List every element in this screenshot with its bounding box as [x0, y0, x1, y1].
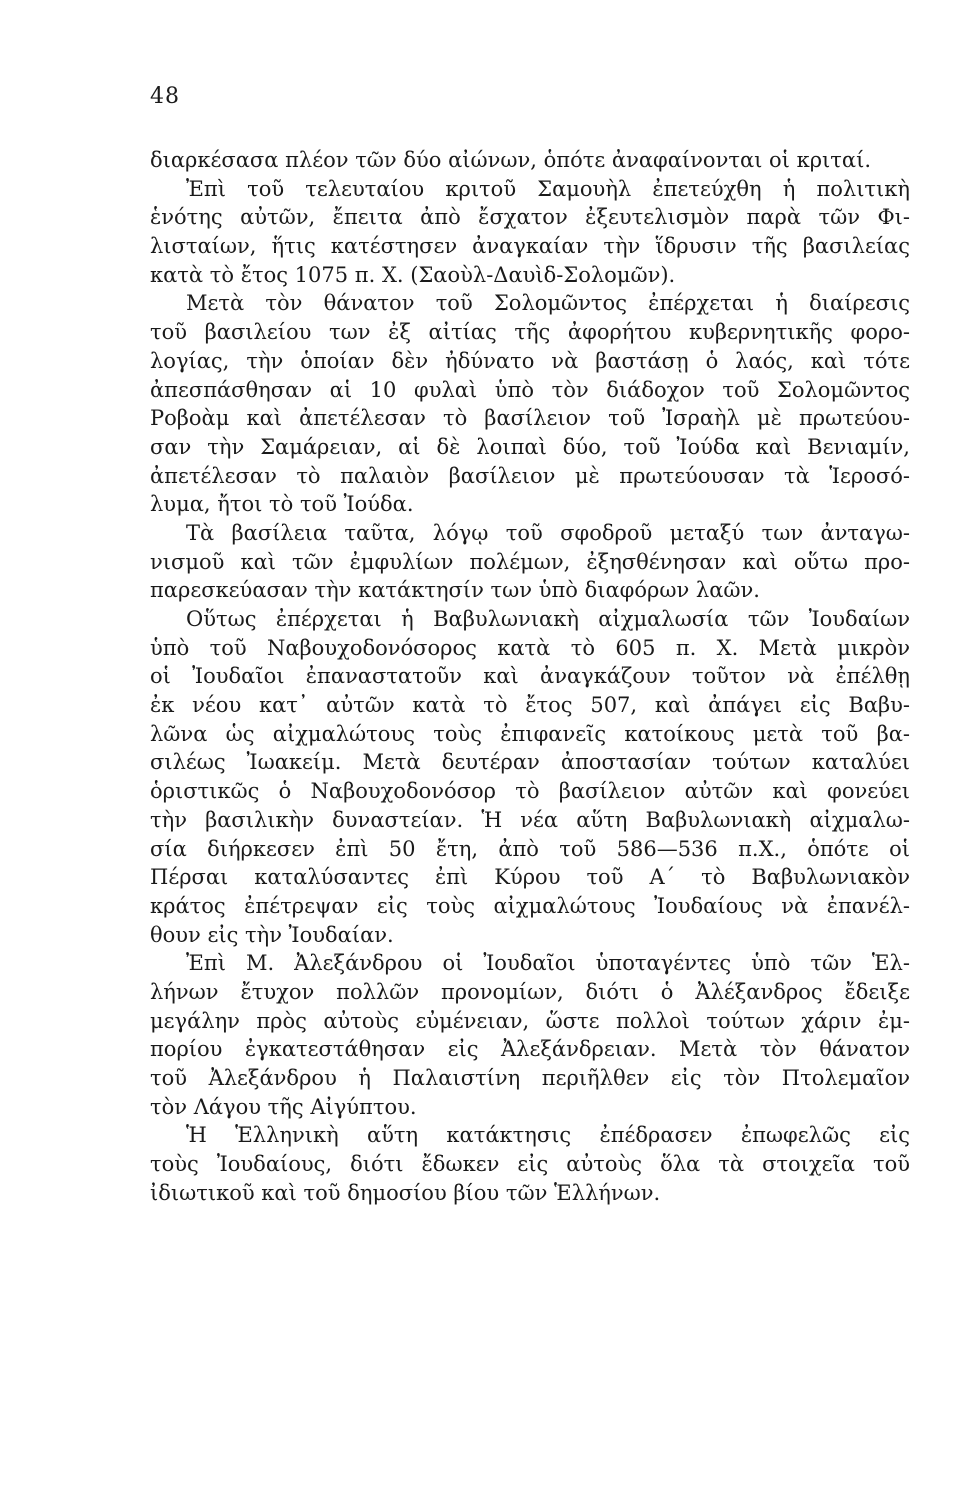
- text-line: Ἐπὶ τοῦ τελευταίου κριτοῦ Σαμουὴλ ἐπετεύχθη ἡ πολιτικὴ: [186, 176, 910, 201]
- text-line: λήνων ἔτυχον πολλῶν προνομίων, διότι ὁ Ἀλέξανδρος ἔδειξε: [150, 979, 910, 1004]
- text-line: σία διήρκεσεν ἐπὶ 50 ἔτη, ἀπὸ τοῦ 586—536 π.Χ., ὁπότε οἱ: [150, 836, 910, 861]
- page-number: 48: [150, 84, 180, 109]
- text-line: διαρκέσασα πλέον τῶν δύο αἰώνων, ὁπότε ἀναφαίνονται οἱ κριταί.: [150, 148, 872, 172]
- text-line: τὸν Λάγου τῆς Αἰγύπτου.: [150, 1094, 417, 1119]
- text-line: Οὕτως ἐπέρχεται ἡ Βαβυλωνιακὴ αἰχμαλωσία τῶν Ἰουδαίων: [186, 607, 910, 631]
- text-line: παρεσκεύασαν τὴν κατάκτησίν των ὑπὸ διαφόρων λαῶν.: [150, 578, 760, 603]
- text-line: λισταίων, ἥτις κατέστησεν ἀναγκαίαν τὴν ἵδρυσιν τῆς βασιλείας: [150, 234, 910, 259]
- text-line: κατὰ τὸ ἔτος 1075 π. Χ. (Σαοὺλ-Δαυὶδ-Σολομῶν).: [150, 262, 676, 287]
- text-line: ὑπὸ τοῦ Ναβουχοδονόσορος κατὰ τὸ 605 π. Χ. Μετὰ μικρὸν: [150, 635, 910, 660]
- text-line: ἐκ νέου κατ᾽ αὐτῶν κατὰ τὸ ἔτος 507, καὶ ἀπάγει εἰς Βαβυ-: [150, 693, 910, 718]
- text-line: Πέρσαι καταλύσαντες ἐπὶ Κύρου τοῦ Α΄ τὸ Βαβυλωνιακὸν: [150, 865, 910, 890]
- text-line: κράτος ἐπέτρεψαν εἰς τοὺς αἰχμαλώτους Ἰουδαίους νὰ ἐπανέλ-: [150, 893, 910, 918]
- text-line: Μετὰ τὸν θάνατον τοῦ Σολομῶντος ἐπέρχεται ἡ διαίρεσις: [186, 291, 910, 316]
- text-line: λυμα, ἤτοι τὸ τοῦ Ἰούδα.: [150, 492, 414, 517]
- text-line: Ἐπὶ Μ. Ἀλεξάνδρου οἱ Ἰουδαῖοι ὑποταγέντες ὑπὸ τῶν Ἑλ-: [186, 951, 910, 976]
- text-line: λῶνα ὡς αἰχμαλώτους τοὺς ἐπιφανεῖς κατοίκους μετὰ τοῦ βα-: [150, 721, 910, 746]
- text-line: μεγάλην πρὸς αὐτοὺς εὐμένειαν, ὥστε πολλοὶ τούτων χάριν ἐμ-: [150, 1008, 910, 1033]
- text-line: πορίου ἐγκατεστάθησαν εἰς Ἀλεξάνδρειαν. Μετὰ τὸν θάνατον: [150, 1037, 910, 1062]
- text-line: ἀπετέλεσαν τὸ παλαιὸν βασίλειον μὲ πρωτεύουσαν τὰ Ἱεροσό-: [150, 463, 910, 488]
- text-line: οἱ Ἰουδαῖοι ἐπαναστατοῦν καὶ ἀναγκάζουν τοῦτον νὰ ἐπέλθῃ: [150, 664, 910, 689]
- text-line: νισμοῦ καὶ τῶν ἐμφυλίων πολέμων, ἐξησθένησαν καὶ οὕτω προ-: [150, 549, 910, 574]
- text-line: θουν εἰς τὴν Ἰουδαίαν.: [150, 922, 394, 947]
- text-line: τὴν βασιλικὴν δυναστείαν. Ἡ νέα αὕτη Βαβυλωνιακὴ αἰχμαλω-: [150, 807, 910, 832]
- text-line: τοῦ βασιλείου των ἐξ αἰτίας τῆς ἀφορήτου κυβερνητικῆς φορο-: [150, 320, 910, 345]
- text-line: Τὰ βασίλεια ταῦτα, λόγῳ τοῦ σφοδροῦ μεταξύ των ἀνταγω-: [186, 520, 910, 545]
- text-line: σιλέως Ἰωακείμ. Μετὰ δευτέραν ἀποστασίαν τούτων καταλύει: [150, 750, 910, 775]
- text-line: ὁριστικῶς ὁ Ναβουχοδονόσορ τὸ βασίλειον αὐτῶν καὶ φονεύει: [150, 779, 910, 804]
- text-line: τοῦ Ἀλεξάνδρου ἡ Παλαιστίνη περιῆλθεν εἰς τὸν Πτολεμαῖον: [150, 1066, 910, 1090]
- text-line: Ροβοὰμ καὶ ἀπετέλεσαν τὸ βασίλειον τοῦ Ἰσραὴλ μὲ πρωτεύου-: [150, 406, 910, 431]
- text-line: ἀπεσπάσθησαν αἱ 10 φυλαὶ ὑπὸ τὸν διάδοχον τοῦ Σολομῶντος: [150, 377, 910, 402]
- text-line: ἰδιωτικοῦ καὶ τοῦ δημοσίου βίου τῶν Ἑλλήνων.: [150, 1180, 661, 1205]
- text-line: Ἡ Ἑλληνικὴ αὕτη κατάκτησις ἐπέδρασεν ἐπωφελῶς εἰς: [186, 1123, 910, 1148]
- text-line: λογίας, τὴν ὁποίαν δὲν ἠδύνατο νὰ βαστάσῃ ὁ λαός, καὶ τότε: [150, 348, 910, 373]
- text-line: τοὺς Ἰουδαίους, διότι ἔδωκεν εἰς αὐτοὺς ὅλα τὰ στοιχεῖα τοῦ: [150, 1152, 910, 1177]
- text-line: σαν τὴν Σαμάρειαν, αἱ δὲ λοιπαὶ δύο, τοῦ Ἰούδα καὶ Βενιαμίν,: [150, 434, 910, 459]
- body-text: [150, 146, 910, 1207]
- text-line: ἑνότης αὐτῶν, ἔπειτα ἀπὸ ἔσχατον ἐξευτελισμὸν παρὰ τῶν Φι-: [150, 205, 910, 230]
